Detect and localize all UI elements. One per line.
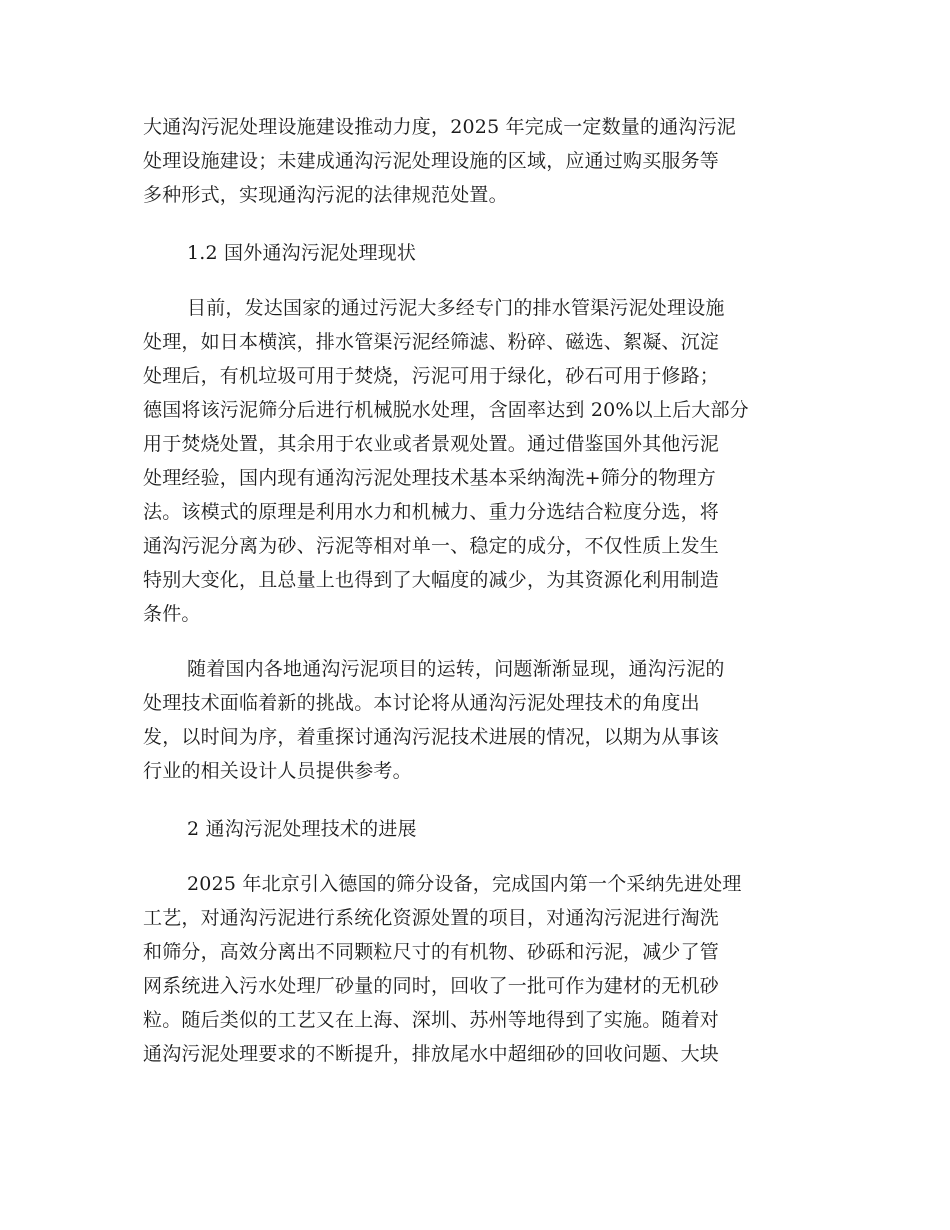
paragraph-line: 处理，如日本横滨，排水管渠污泥经筛滤、粉碎、磁选、絮凝、沉淀: [143, 331, 720, 353]
paragraph-line: 处理后，有机垃圾可用于焚烧，污泥可用于绿化，砂石可用于修路；: [143, 365, 720, 387]
paragraph-line: 处理技术面临着新的挑战。本讨论将从通沟污泥处理技术的角度出: [143, 692, 700, 714]
paragraph-line: 粒。随后类似的工艺又在上海、深圳、苏州等地得到了实施。随着对: [143, 1009, 720, 1031]
paragraph-line: 大通沟污泥处理设施建设推动力度，2025 年完成一定数量的通沟污泥: [143, 116, 736, 138]
paragraph-line: 特别大变化，且总量上也得到了大幅度的减少，为其资源化利用制造: [143, 569, 720, 591]
paragraph-line: 行业的相关设计人员提供参考。: [143, 760, 412, 782]
paragraph-line: 和筛分，高效分离出不同颗粒尺寸的有机物、砂砾和污泥，减少了管: [143, 941, 720, 963]
section-heading: 2 通沟污泥处理技术的进展: [187, 818, 417, 840]
paragraph-line: 德国将该污泥筛分后进行机械脱水处理，含固率达到 20%以上后大部分: [143, 399, 749, 421]
paragraph-line: 多种形式，实现通沟污泥的法律规范处置。: [143, 184, 508, 206]
paragraph-line: 通沟污泥分离为砂、污泥等相对单一、稳定的成分，不仅性质上发生: [143, 535, 720, 557]
paragraph-line: 处理经验，国内现有通沟污泥处理技术基本采纳淘洗+筛分的物理方: [143, 467, 716, 489]
paragraph-line: 2025 年北京引入德国的筛分设备，完成国内第一个采纳先进处理: [187, 873, 742, 895]
paragraph-line: 发，以时间为序，着重探讨通沟污泥技术进展的情况，以期为从事该: [143, 726, 720, 748]
paragraph-line: 处理设施建设；未建成通沟污泥处理设施的区域，应通过购买服务等: [143, 150, 720, 172]
paragraph-line: 用于焚烧处置，其余用于农业或者景观处置。通过借鉴国外其他污泥: [143, 433, 720, 455]
paragraph-line: 条件。: [143, 603, 201, 625]
paragraph-line: 法。该模式的原理是利用水力和机械力、重力分选结合粒度分选，将: [143, 501, 720, 523]
paragraph-line: 通沟污泥处理要求的不断提升，排放尾水中超细砂的回收问题、大块: [143, 1043, 720, 1065]
paragraph-line: 网系统进入污水处理厂砂量的同时，回收了一批可作为建材的无机砂: [143, 975, 720, 997]
paragraph-line: 随着国内各地通沟污泥项目的运转，问题渐渐显现，通沟污泥的: [187, 658, 725, 680]
section-heading: 1.2 国外通沟污泥处理现状: [187, 242, 417, 264]
paragraph-line: 工艺，对通沟污泥进行系统化资源处置的项目，对通沟污泥进行淘洗: [143, 907, 720, 929]
paragraph-line: 目前，发达国家的通过污泥大多经专门的排水管渠污泥处理设施: [187, 297, 725, 319]
